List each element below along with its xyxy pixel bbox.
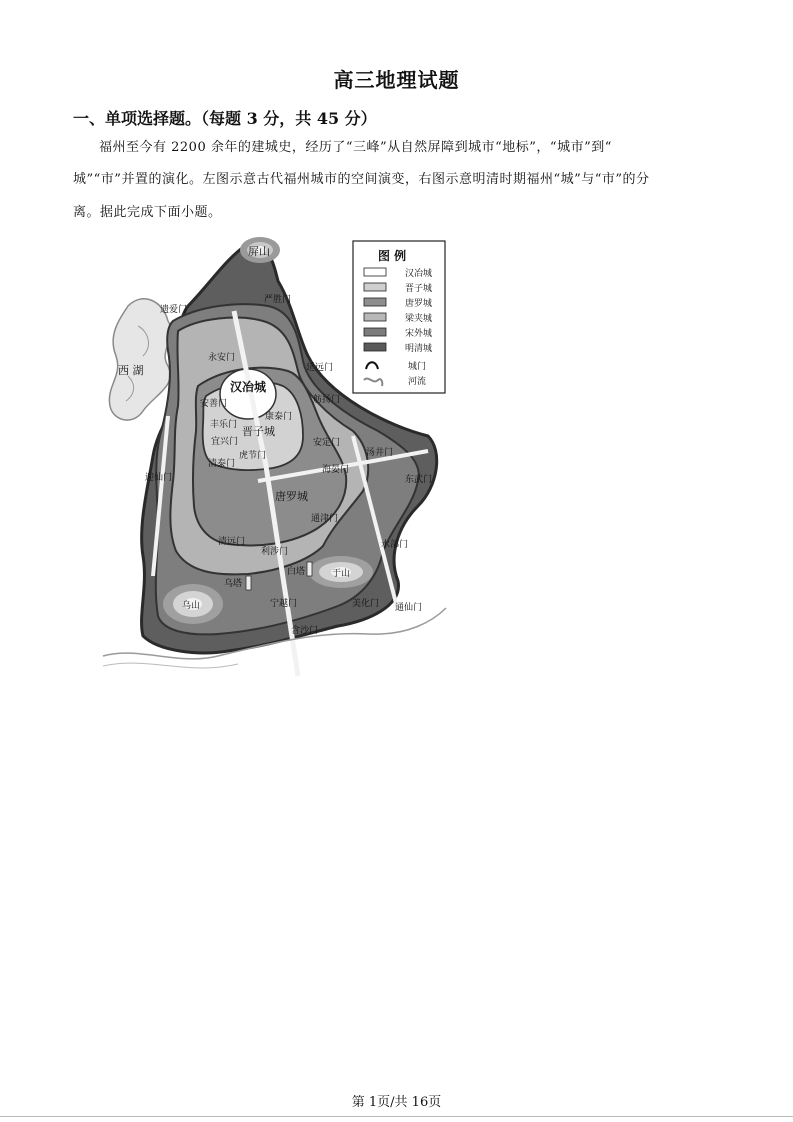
gate-yanyuan: 延远门 <box>306 363 334 373</box>
label-wushan: 乌山 <box>182 601 201 611</box>
legend-title: 图 例 <box>378 249 407 263</box>
gate-tongjin: 通津门 <box>311 514 339 524</box>
map-svg <box>98 236 448 686</box>
legend-swatch <box>364 298 386 306</box>
legend-gate-label: 城门 <box>408 362 427 372</box>
legend-item-label: 晋子城 <box>405 284 433 294</box>
legend-item-label: 宋外城 <box>405 329 433 339</box>
legend-swatch <box>364 343 386 351</box>
page-title: 高三地理试题 <box>333 68 460 92</box>
gate-hujie: 虎节门 <box>239 451 267 461</box>
section-heading: 一、单项选择题。（每题 3 分，共 45 分） <box>73 109 377 128</box>
fuzhou-city-map <box>98 236 448 686</box>
intro-line-2: 城”“市”并置的演化。左图示意古代福州城市的空间演变，右图示意明清时期福州“城”与“市”的分 <box>73 172 650 187</box>
gate-fangyang: 舫扬门 <box>313 395 341 405</box>
gate-ningyue: 宁越门 <box>270 599 298 609</box>
gate-yixing: 宜兴门 <box>211 437 239 447</box>
gate-lishe: 利涉门 <box>261 547 289 557</box>
gate-tongxian: 通仙门 <box>395 603 423 613</box>
wuta-pagoda-icon <box>246 576 251 590</box>
gate-yingxian: 迎仙门 <box>145 473 173 483</box>
gate-yansheng: 严胜门 <box>264 295 292 305</box>
legend-river-label: 河流 <box>408 377 427 387</box>
bottom-rule <box>0 1116 793 1117</box>
intro-line-3: 离。据此完成下面小题。 <box>73 205 222 220</box>
gate-qingyuan: 清远门 <box>218 537 246 547</box>
label-wuta: 乌塔 <box>224 579 243 589</box>
legend-item-label: 汉冶城 <box>405 269 433 279</box>
gate-qingtai: 清泰门 <box>208 459 236 469</box>
map-legend <box>353 241 445 393</box>
baita-pagoda-icon <box>307 562 312 576</box>
gate-anding: 安定门 <box>313 438 341 448</box>
gate-anshan: 安善门 <box>200 399 228 409</box>
label-baita: 白塔 <box>287 567 306 577</box>
gate-meihua: 美化门 <box>352 599 380 609</box>
legend-item-label: 明清城 <box>405 344 433 354</box>
gate-kangtai: 康泰门 <box>265 412 293 422</box>
label-yushan: 于山 <box>332 569 351 579</box>
gate-yiai: 遗爱门 <box>160 305 188 315</box>
label-tang-luo-city: 唐罗城 <box>275 490 308 503</box>
page-footer: 第 1页/共 16页 <box>351 1095 442 1110</box>
legend-item-label: 唐罗城 <box>405 299 433 309</box>
west-lake <box>109 299 171 420</box>
gate-shuibu: 水部门 <box>381 540 409 550</box>
legend-swatch <box>364 313 386 321</box>
legend-item-label: 梁夹城 <box>405 314 433 324</box>
gate-yongan: 永安门 <box>208 353 236 363</box>
legend-swatch <box>364 268 386 276</box>
legend-swatch <box>364 328 386 336</box>
gate-dongwu: 东武门 <box>405 475 433 485</box>
label-xihu: 西 湖 <box>118 364 144 377</box>
label-pingshan: 屏山 <box>248 245 270 258</box>
label-han-ye-city: 汉冶城 <box>230 380 267 394</box>
gate-fengle: 丰乐门 <box>210 420 238 430</box>
gate-haiyan: 海晏门 <box>322 465 350 475</box>
intro-line-1: 福州至今有 2200 余年的建城史，经历了“三峰”从自然屏障到城市“地标”，“城市”到“ <box>99 140 612 155</box>
gate-tangjing: 汤井门 <box>366 448 394 458</box>
label-jin-zi-city: 晋子城 <box>242 425 275 438</box>
gate-hansha: 含沙门 <box>291 626 319 636</box>
legend-swatch <box>364 283 386 291</box>
